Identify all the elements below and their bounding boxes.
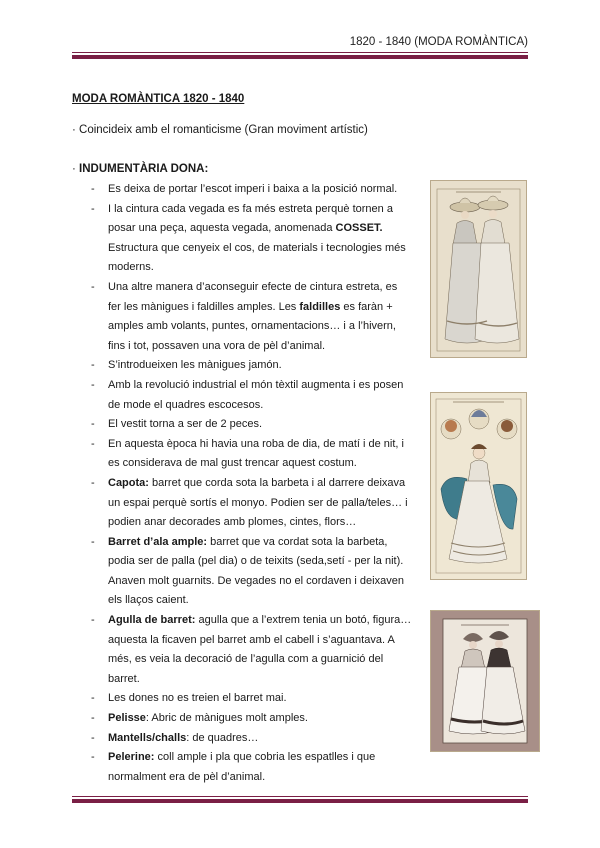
item-text: El vestit torna a ser de 2 peces.: [108, 418, 263, 431]
item-text-after: : de quadres…: [186, 731, 259, 744]
list-item: [72, 729, 412, 749]
list-item: [72, 278, 412, 356]
list-item: [72, 748, 412, 787]
footer-rule: [72, 796, 528, 803]
item-bold: Agulla de barret:: [108, 614, 196, 627]
section-label: INDUMENTÀRIA DONA:: [79, 163, 209, 175]
item-text: Amb la revolució industrial el món tèxtil augmenta i es posen de mode el quadres escocesos.: [108, 378, 404, 411]
page-title: MODA ROMÀNTICA 1820 - 1840: [72, 93, 245, 105]
header-rule: [72, 52, 528, 59]
item-bold: faldilles: [299, 300, 341, 313]
item-text-after: coll ample i pla que cobria les espatlles i que normalment era de pèl d’animal.: [108, 751, 376, 783]
list-item: [72, 709, 412, 729]
item-text-after: barret que corda sota la barbeta i al darrere deixava un espai perquè sortís el monyo. Podien ser de palla/teles… i podien anar decorades amb plomes, cintes, flors…: [108, 476, 408, 529]
fashion-plate-two-figures: [430, 610, 540, 752]
item-text: I la cintura cada vegada es fa més estreta perquè tornen a posar una peça, aquesta vegada, anomenada: [108, 202, 393, 235]
item-bold: Pelisse: [108, 712, 146, 725]
fashion-plate-seated-woman: [430, 392, 527, 580]
item-text: En aquesta època hi havia una roba de dia, de matí i de nit, i es considerava de mal gust trencar aquest costum.: [108, 437, 404, 470]
list-item: [72, 376, 412, 415]
list-item: [72, 474, 412, 533]
list-item: [72, 180, 412, 200]
list-item: [72, 435, 412, 474]
list-item: [72, 356, 412, 376]
list-item: [72, 533, 412, 611]
item-bold: COSSET.: [335, 222, 383, 235]
item-text-after: : Abric de mànigues molt amples.: [145, 712, 308, 725]
fashion-plate-two-women: [430, 180, 527, 358]
item-text-after: es faràn + amples amb volants, puntes, ornamentacions… i a l’hivern, fins i tot, possaven una vora de pèl d’animal.: [108, 300, 396, 352]
item-text-after: barret que va cordat sota la barbeta, podia ser de palla (pel dia) o de teixits (seda,setí - per la nit). Anaven molt guarnits. De vegades no el cordaven i deixaven els llaços caient.: [108, 535, 404, 607]
item-bold: Mantells/challs: [108, 731, 187, 744]
section-dot: ·: [72, 163, 80, 175]
header-text: 1820 - 1840 (MODA ROMÀNTICA): [349, 36, 528, 48]
item-text: Una altre manera d’aconseguir efecte de cintura estreta, es fer les mànigues i faldilles amples. Les: [108, 280, 398, 313]
section-heading: [72, 163, 208, 175]
list-item: [72, 415, 412, 435]
item-text: S’introdueixen les mànigues jamón.: [108, 359, 282, 372]
item-bold: Capota:: [108, 476, 149, 489]
item-text: Es deixa de portar l’escot imperi i baixa a la posició normal.: [108, 183, 398, 195]
item-bold: Pelerine:: [108, 751, 155, 764]
item-text-after: Estructura que cenyeix el cos, de materials i tecnologies més moderns.: [108, 241, 406, 274]
item-bold: Barret d’ala ample:: [108, 535, 208, 548]
list-item: [72, 611, 412, 689]
list-item: [72, 689, 412, 709]
bullet-list: [72, 180, 412, 787]
list-item: [72, 200, 412, 278]
item-text-after: agulla que a l’extrem tenia un botó, figura… aquesta la ficaven pel barret amb el cabell i s’aguantava. A més, es veia la decoració de l’agulla com a guarnició del barret.: [108, 614, 412, 685]
intro-line: · Coincideix amb el romanticisme (Gran moviment artístic): [72, 124, 368, 136]
item-text: Les dones no es treien el barret mai.: [108, 692, 287, 705]
